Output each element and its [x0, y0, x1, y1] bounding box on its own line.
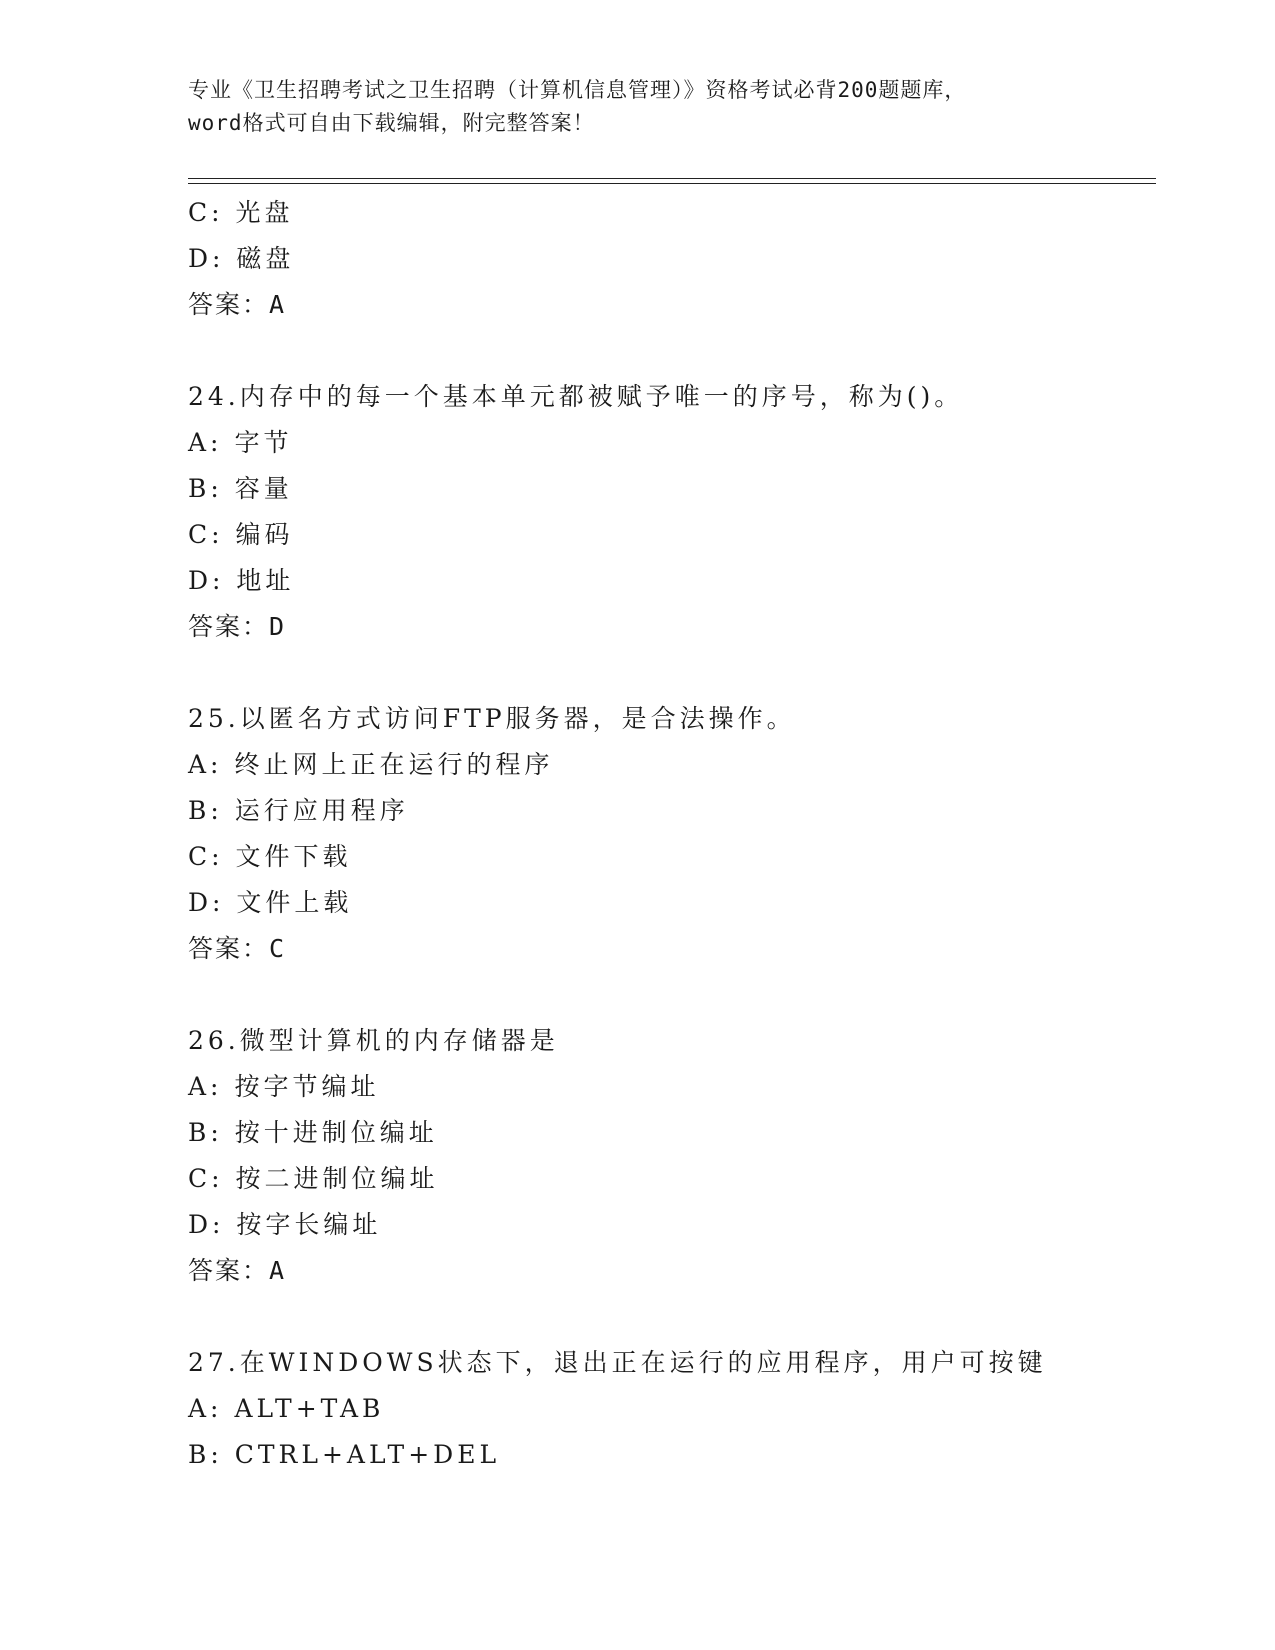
option-text: 地址 [236, 566, 295, 595]
option-c [188, 190, 1156, 236]
option-label: D: [188, 888, 225, 917]
question-list [188, 190, 1156, 1478]
question-text: 26.微型计算机的内存储器是 [188, 1026, 559, 1055]
answer-line [188, 1248, 1156, 1294]
option-text: ALT+TAB [234, 1394, 385, 1423]
option-text: 终止网上正在运行的程序 [234, 750, 554, 779]
option-label: C: [188, 842, 224, 871]
answer-value: C [269, 934, 285, 963]
answer-label: 答案： [188, 934, 270, 963]
question-block-26 [188, 1018, 1156, 1294]
option-text: 磁盘 [236, 244, 295, 273]
answer-line [188, 926, 1156, 972]
option-text: CTRL+ALT+DEL [234, 1440, 501, 1469]
option-label: C: [188, 1164, 224, 1193]
option-text: 字节 [234, 428, 293, 457]
question-text: 27.在WINDOWS状态下，退出正在运行的应用程序，用户可按键 [188, 1348, 1047, 1377]
answer-line [188, 282, 1156, 328]
question-block-27 [188, 1340, 1156, 1478]
question-text: 24.内存中的每一个基本单元都被赋予唯一的序号，称为()。 [188, 382, 964, 411]
option-text: 按十进制位编址 [234, 1118, 438, 1147]
answer-label: 答案： [188, 290, 270, 319]
option-label: C: [188, 198, 224, 227]
answer-value: A [269, 290, 285, 319]
option-c [188, 1156, 1156, 1202]
option-text: 光盘 [235, 198, 294, 227]
option-d [188, 1202, 1156, 1248]
header-line-1: 专业《卫生招聘考试之卫生招聘（计算机信息管理）》资格考试必背200题题库， [188, 78, 967, 102]
option-label: B: [188, 474, 223, 503]
question-block-24 [188, 374, 1156, 650]
option-a [188, 1064, 1156, 1110]
option-label: B: [188, 1118, 223, 1147]
option-label: B: [188, 796, 223, 825]
option-text: 容量 [234, 474, 293, 503]
option-c [188, 834, 1156, 880]
option-label: D: [188, 244, 225, 273]
option-a [188, 742, 1156, 788]
answer-value: A [269, 1256, 285, 1285]
option-text: 文件下载 [235, 842, 352, 871]
question-block-23-continued [188, 190, 1156, 328]
answer-line [188, 604, 1156, 650]
header-line-2: word格式可自由下载编辑，附完整答案！ [188, 111, 595, 135]
option-label: A: [188, 1394, 223, 1423]
option-c [188, 512, 1156, 558]
option-d [188, 880, 1156, 926]
option-label: A: [188, 1072, 223, 1101]
option-b [188, 1432, 1156, 1478]
question-block-25 [188, 696, 1156, 972]
answer-label: 答案： [188, 1256, 270, 1285]
option-text: 按字长编址 [236, 1210, 382, 1239]
option-text: 编码 [235, 520, 294, 549]
header-divider-bottom [188, 183, 1156, 184]
option-label: A: [188, 428, 223, 457]
option-text: 文件上载 [236, 888, 353, 917]
option-label: D: [188, 566, 225, 595]
option-a [188, 1386, 1156, 1432]
option-b [188, 1110, 1156, 1156]
option-d [188, 236, 1156, 282]
option-b [188, 788, 1156, 834]
option-d [188, 558, 1156, 604]
header-divider-top [188, 178, 1156, 179]
option-a [188, 420, 1156, 466]
answer-label: 答案： [188, 612, 270, 641]
option-text: 按二进制位编址 [235, 1164, 439, 1193]
option-b [188, 466, 1156, 512]
option-text: 按字节编址 [234, 1072, 380, 1101]
option-label: B: [188, 1440, 223, 1469]
option-text: 运行应用程序 [234, 796, 409, 825]
answer-value: D [269, 612, 285, 641]
option-label: C: [188, 520, 224, 549]
question-text: 25.以匿名方式访问FTP服务器，是合法操作。 [188, 704, 796, 733]
document-header [188, 74, 1088, 140]
option-label: A: [188, 750, 223, 779]
option-label: D: [188, 1210, 225, 1239]
